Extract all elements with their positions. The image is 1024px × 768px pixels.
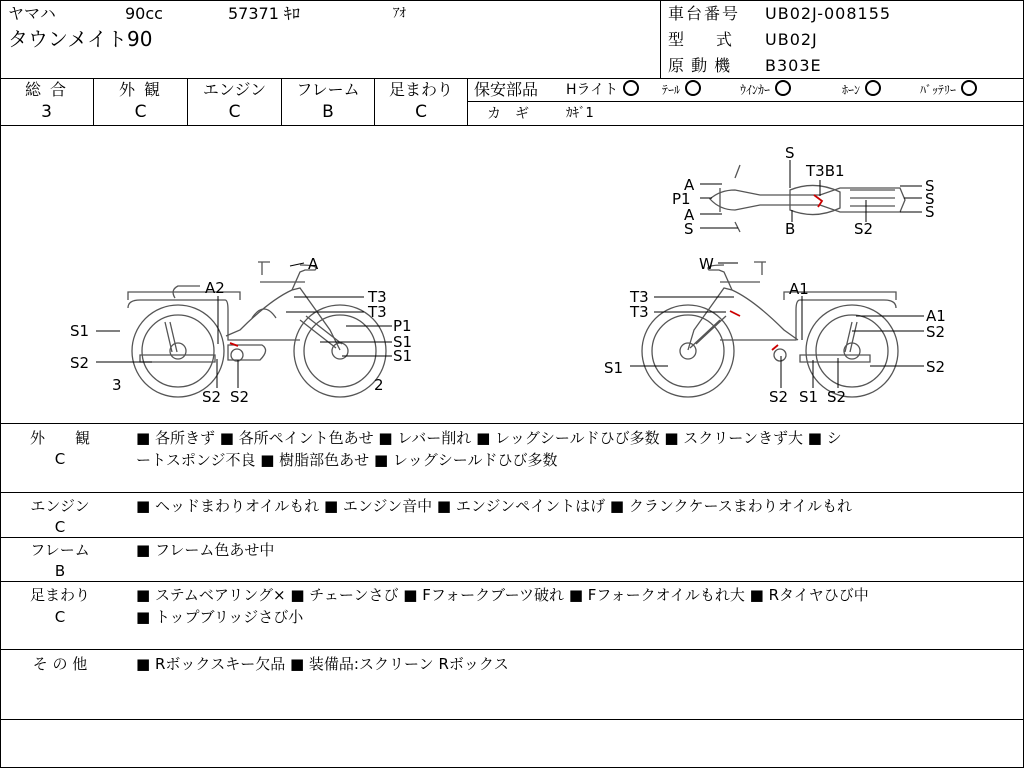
key-value: ｶｷﾞ1 — [566, 106, 594, 121]
type-label: 型 式 — [668, 30, 733, 49]
summary-header-suspension: 足まわり — [388, 80, 453, 99]
comment-grade: C — [54, 518, 66, 536]
diagram-label: S1 — [70, 322, 90, 340]
diagram-label: A1 — [789, 280, 809, 298]
diagram-label: S — [785, 144, 795, 162]
diagram-label: 3 — [112, 376, 122, 394]
summary-value-engine: C — [228, 102, 241, 122]
diagram-label: B — [785, 220, 796, 238]
diagram-label: P1 — [672, 190, 691, 208]
bike-diagram — [0, 126, 1024, 423]
summary-header-appearance: 外 観 — [118, 80, 163, 99]
comment-category: そ の 他 — [32, 655, 88, 673]
comment-category: 外 観 — [29, 429, 90, 447]
diagram-label: A — [308, 255, 319, 273]
comment-grade: B — [54, 562, 66, 580]
safety-item-headlight: Hライト — [566, 80, 639, 100]
diagram-label: S — [925, 177, 935, 195]
comment-line: ートスポンジ不良 ■ 樹脂部色あせ ■ レッグシールドひび多数 — [136, 451, 558, 469]
summary-value-frame: B — [322, 102, 334, 122]
diagram-label: T3 — [630, 303, 649, 321]
maker: ヤマハ — [8, 4, 56, 23]
diagram-label: T3B1 — [806, 162, 845, 180]
comment-line: ■ Rボックスキー欠品 ■ 装備品:スクリーン Rボックス — [136, 655, 509, 673]
diagram-label: S — [684, 220, 694, 238]
ok-circle-icon — [961, 80, 977, 96]
diagram-label: S2 — [926, 323, 946, 341]
safety-item-horn: ﾎｰﾝ — [842, 80, 881, 100]
diagram-label: A — [684, 206, 695, 224]
comment-category: フレーム — [30, 541, 90, 559]
displacement: 90cc — [125, 4, 163, 23]
diagram-label: S2 — [827, 388, 847, 406]
diagram-label: S2 — [926, 358, 946, 376]
summary-header-engine: エンジン — [202, 80, 267, 99]
diagram-label: S2 — [70, 354, 90, 372]
summary-header-overall: 総 合 — [24, 80, 69, 99]
frame-no: UB02J-008155 — [765, 4, 892, 23]
damage-mark-right — [730, 311, 740, 316]
safety-item-tail: ﾃｰﾙ — [662, 80, 701, 100]
mileage: 57371 ｷﾛ — [228, 4, 300, 23]
comment-grade: C — [54, 450, 66, 468]
summary-value-appearance: C — [134, 102, 147, 122]
summary-header-frame: フレーム — [296, 80, 360, 99]
right-side-view — [642, 262, 898, 397]
comment-category: エンジン — [30, 497, 90, 515]
diagram-label: T3 — [630, 288, 649, 306]
ok-circle-icon — [865, 80, 881, 96]
diagram-label: S1 — [799, 388, 819, 406]
comment-line: ■ ヘッドまわりオイルもれ ■ エンジン音中 ■ エンジンペイントはげ ■ クランクケースまわりオイルもれ — [136, 497, 853, 515]
diagram-label: T3 — [368, 288, 387, 306]
diagram-label: 2 — [374, 376, 384, 394]
comment-grade: C — [54, 608, 66, 626]
safety-item-winker: ｳｲﾝｶｰ — [740, 80, 791, 100]
diagram-label: T3 — [368, 303, 387, 321]
left-side-view — [128, 262, 386, 397]
diagram-label: W — [699, 255, 714, 273]
ok-circle-icon — [685, 80, 701, 96]
color: ｱｵ — [393, 6, 406, 21]
safety-item-battery: ﾊﾞｯﾃﾘｰ — [920, 80, 977, 100]
diagram-label: S1 — [393, 347, 413, 365]
diagram-label: A — [684, 176, 695, 194]
model-name: タウンメイト90 — [8, 27, 153, 51]
diagram-label: P1 — [393, 317, 412, 335]
summary-value-suspension: C — [415, 102, 427, 122]
ok-circle-icon — [623, 80, 639, 96]
engine-value: B303E — [765, 56, 822, 75]
safety-title: 保安部品 — [474, 80, 539, 99]
diagram-label: A2 — [205, 279, 225, 297]
summary-value-overall: 3 — [41, 102, 52, 122]
frame-no-label: 車台番号 — [668, 4, 741, 23]
comment-line: ■ ステムベアリング× ■ チェーンさび ■ Fフォークブーツ破れ ■ Fフォークオイルもれ大 ■ Rタイヤひび中 — [136, 586, 869, 604]
comment-line: ■ 各所きず ■ 各所ペイント色あせ ■ レバー削れ ■ レッグシールドひび多数 ■ スクリーンきず大 ■ シ — [136, 429, 842, 447]
diagram-label: S — [925, 190, 935, 208]
engine-label: 原 動 機 — [668, 56, 732, 75]
key-label: カ ギ — [487, 106, 529, 122]
diagram-label: S1 — [393, 333, 413, 351]
diagram-label: S2 — [769, 388, 789, 406]
comment-category: 足まわり — [29, 586, 90, 604]
comment-line: ■ フレーム色あせ中 — [136, 541, 275, 559]
diagram-label: S — [925, 203, 935, 221]
diagram-label: A1 — [926, 307, 946, 325]
diagram-label: S2 — [854, 220, 874, 238]
diagram-label: S2 — [202, 388, 222, 406]
type-value: UB02J — [765, 30, 818, 49]
ok-circle-icon — [775, 80, 791, 96]
comment-line: ■ トップブリッジさび小 — [136, 608, 304, 626]
diagram-label: S1 — [604, 359, 624, 377]
diagram-label: S2 — [230, 388, 250, 406]
